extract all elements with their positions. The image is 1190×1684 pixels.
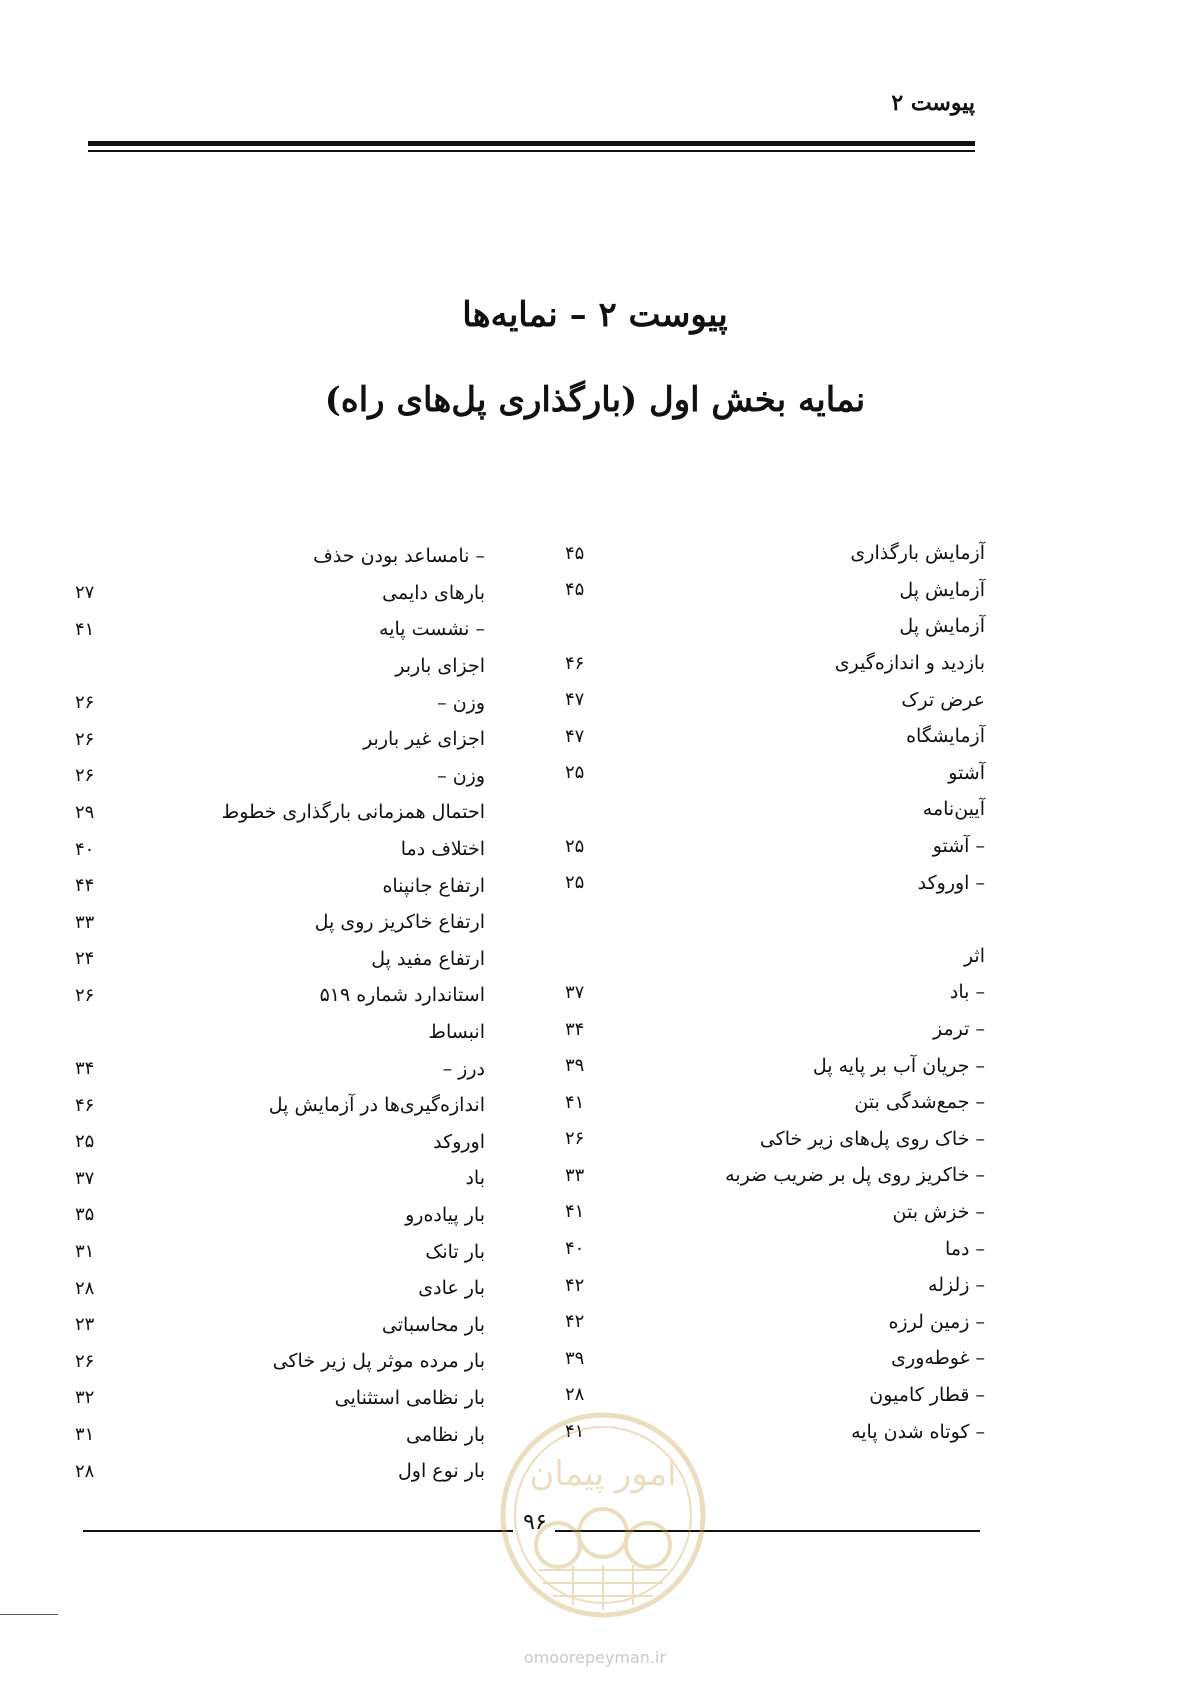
index-term: آیین‌نامه (922, 798, 985, 821)
index-entry (75, 1087, 485, 1124)
index-entry (565, 864, 985, 901)
index-term: عرض ترک (901, 688, 985, 711)
index-entry (565, 1157, 985, 1194)
index-entry (75, 684, 485, 721)
index-entry (75, 1270, 485, 1307)
index-entry (75, 941, 485, 978)
index-term: اوروکد (433, 1130, 485, 1153)
watermark-url: omoorepeyman.ir (523, 1648, 667, 1667)
index-term: اثر (963, 944, 985, 967)
index-column-left (75, 538, 485, 1489)
index-page-ref: ۲۶ (75, 728, 95, 750)
index-page-ref: ۴۵ (565, 579, 585, 601)
index-page-ref: ۳۵ (75, 1204, 95, 1226)
index-term: بارهای دایمی (382, 581, 485, 604)
index-term: بار نظامی (406, 1423, 485, 1446)
index-term: بار پیاده‌رو (405, 1203, 485, 1226)
index-entry (565, 718, 985, 755)
index-page-ref: ۴۲ (565, 1311, 585, 1333)
index-term: اجزای باربر (395, 655, 485, 678)
index-entry (75, 1124, 485, 1161)
index-term: وزن – (437, 691, 485, 714)
index-page-ref: ۳۱ (75, 1241, 95, 1263)
scan-artifact-line (0, 1614, 58, 1615)
index-page-ref: ۴۱ (565, 1201, 585, 1223)
index-term: – خزش بتن (892, 1200, 985, 1223)
index-term: بازدید و اندازه‌گیری (834, 652, 985, 675)
index-entry (75, 575, 485, 612)
header-rule-thick (88, 141, 975, 146)
index-term: بار تانک (425, 1240, 485, 1263)
index-term: – جمع‌شدگی بتن (854, 1091, 985, 1114)
index-term: آزمایش پل (899, 578, 985, 601)
index-term: – آشتو (932, 835, 985, 858)
index-page-ref: ۲۵ (565, 762, 585, 784)
index-entry (75, 1160, 485, 1197)
index-entry (565, 755, 985, 792)
watermark-seal (493, 1405, 713, 1625)
index-term: اجزای غیر باربر (363, 728, 485, 751)
index-entry (75, 1453, 485, 1490)
index-term: بار عادی (418, 1277, 485, 1300)
index-term: بار نوع اول (397, 1460, 485, 1483)
index-page-ref: ۲۶ (75, 765, 95, 787)
running-head: پیوست ۲ (891, 90, 975, 116)
index-term: اختلاف دما (400, 838, 485, 861)
index-section-title: نمایه بخش اول (بارگذاری پل‌های راه) (324, 380, 866, 420)
index-page-ref: ۳۱ (75, 1424, 95, 1446)
index-entry (75, 1343, 485, 1380)
index-term: – نامساعد بودن حذف (313, 545, 485, 568)
index-page-ref: ۲۸ (75, 1460, 95, 1482)
index-page-ref: ۴۱ (565, 1421, 585, 1443)
index-page-ref: ۴۴ (75, 875, 95, 897)
footer-rule-left (83, 1530, 513, 1532)
index-page-ref: ۳۳ (565, 1164, 585, 1186)
index-entry (565, 535, 985, 572)
index-page-ref: ۴۰ (565, 1238, 585, 1260)
index-term: درز – (442, 1057, 485, 1080)
index-page-ref: ۲۳ (75, 1314, 95, 1336)
index-term: بار محاسباتی (381, 1313, 485, 1336)
index-entry (75, 1306, 485, 1343)
index-entry (565, 1121, 985, 1158)
index-entry (565, 828, 985, 865)
index-term: – خاکریز روی پل بر ضریب ضربه (725, 1164, 985, 1187)
index-entry (565, 1084, 985, 1121)
index-entry (75, 1233, 485, 1270)
index-entry (565, 1011, 985, 1048)
index-page-ref: ۴۲ (565, 1274, 585, 1296)
index-page-ref: ۲۸ (75, 1277, 95, 1299)
index-page-ref: ۲۶ (75, 692, 95, 714)
index-entry (565, 645, 985, 682)
index-term: – زمین لرزه (888, 1310, 985, 1333)
index-page-ref: ۲۶ (75, 1350, 95, 1372)
index-term: ارتفاع خاکریز روی پل (314, 911, 485, 934)
index-page-ref: ۲۵ (565, 835, 585, 857)
index-page-ref: ۴۶ (75, 1094, 95, 1116)
index-page-ref: ۲۶ (565, 1128, 585, 1150)
index-entry (565, 572, 985, 609)
index-entry (565, 1194, 985, 1231)
index-page-ref: ۴۶ (565, 652, 585, 674)
index-term: آزمایش پل (899, 615, 985, 638)
index-entry (565, 974, 985, 1011)
index-entry (565, 901, 985, 938)
index-term: وزن – (437, 764, 485, 787)
index-entry (75, 1014, 485, 1051)
index-term: – قطار کامیون (869, 1383, 985, 1406)
index-page-ref: ۴۰ (75, 838, 95, 860)
index-page-ref: ۲۶ (75, 984, 95, 1006)
index-page-ref: ۲۵ (565, 872, 585, 894)
index-term: بار مرده موثر پل زیر خاکی (272, 1350, 485, 1373)
index-entry (75, 758, 485, 795)
index-entry (75, 721, 485, 758)
index-entry (75, 1416, 485, 1453)
index-entry (565, 681, 985, 718)
index-page-ref: ۳۷ (565, 981, 585, 1003)
index-term: ارتفاع مفید پل (371, 947, 485, 970)
index-term: انبساط (428, 1021, 485, 1044)
index-column-right (565, 535, 985, 1450)
index-entry (565, 1230, 985, 1267)
index-entry (565, 1303, 985, 1340)
index-entry (75, 794, 485, 831)
index-entry (75, 1197, 485, 1234)
index-entry (565, 1047, 985, 1084)
index-page-ref: ۴۷ (565, 689, 585, 711)
index-term: آزمایش بارگذاری (850, 542, 985, 565)
index-page-ref: ۲۷ (75, 582, 95, 604)
index-page-ref: ۴۷ (565, 725, 585, 747)
index-entry (75, 538, 485, 575)
index-page-ref: ۲۵ (75, 1131, 95, 1153)
index-entry (75, 1050, 485, 1087)
index-term: – زلزله (928, 1274, 985, 1297)
index-entry (75, 867, 485, 904)
index-term: – غوطه‌وری (891, 1347, 985, 1370)
index-entry (75, 648, 485, 685)
index-term: – خاک روی پل‌های زیر خاکی (759, 1127, 985, 1150)
index-term: بار نظامی استثنایی (334, 1386, 485, 1409)
index-term: – ترمز (933, 1018, 985, 1041)
seal-text: امور پیمان (529, 1454, 677, 1494)
index-term: – دما (945, 1237, 985, 1260)
index-term: استاندارد شماره ۵۱۹ (319, 984, 485, 1007)
index-entry (565, 791, 985, 828)
index-page-ref: ۳۲ (75, 1387, 95, 1409)
index-term: ارتفاع جانپناه (382, 874, 485, 897)
index-term: باد (465, 1167, 485, 1190)
index-term: – باد (949, 981, 985, 1004)
index-entry (75, 831, 485, 868)
index-term: – جریان آب بر پایه پل (812, 1054, 985, 1077)
index-page-ref: ۴۵ (565, 542, 585, 564)
header-rule-thin (88, 150, 975, 152)
index-page-ref: ۳۹ (565, 1347, 585, 1369)
index-term: احتمال همزمانی بارگذاری خطوط (221, 801, 485, 824)
index-entry (565, 1340, 985, 1377)
index-page-ref: ۲۴ (75, 948, 95, 970)
index-entry (75, 611, 485, 648)
page-number: ۹۶ (523, 1510, 547, 1535)
index-page-ref: ۴۱ (565, 1091, 585, 1113)
index-page-ref: ۲۹ (75, 801, 95, 823)
index-entry (565, 608, 985, 645)
index-page-ref: ۳۴ (565, 1018, 585, 1040)
index-page-ref: ۳۳ (75, 911, 95, 933)
index-page-ref: ۳۷ (75, 1167, 95, 1189)
index-page-ref: ۲۸ (565, 1384, 585, 1406)
index-page-ref: ۳۹ (565, 1055, 585, 1077)
index-term: آشتو (948, 761, 985, 784)
index-entry (75, 1380, 485, 1417)
index-entry (75, 904, 485, 941)
index-page-ref: ۴۱ (75, 618, 95, 640)
index-term: اندازه‌گیری‌ها در آزمایش پل (268, 1094, 485, 1117)
index-term: – نشست پایه (379, 618, 485, 641)
index-entry (75, 977, 485, 1014)
appendix-title: پیوست ۲ – نمایه‌ها (462, 295, 728, 335)
index-entry (565, 1267, 985, 1304)
index-page-ref: ۳۴ (75, 1058, 95, 1080)
index-entry (565, 938, 985, 975)
index-term: – اوروکد (917, 871, 985, 894)
index-term: آزمایشگاه (906, 725, 985, 748)
index-term: – کوتاه شدن پایه (851, 1420, 985, 1443)
